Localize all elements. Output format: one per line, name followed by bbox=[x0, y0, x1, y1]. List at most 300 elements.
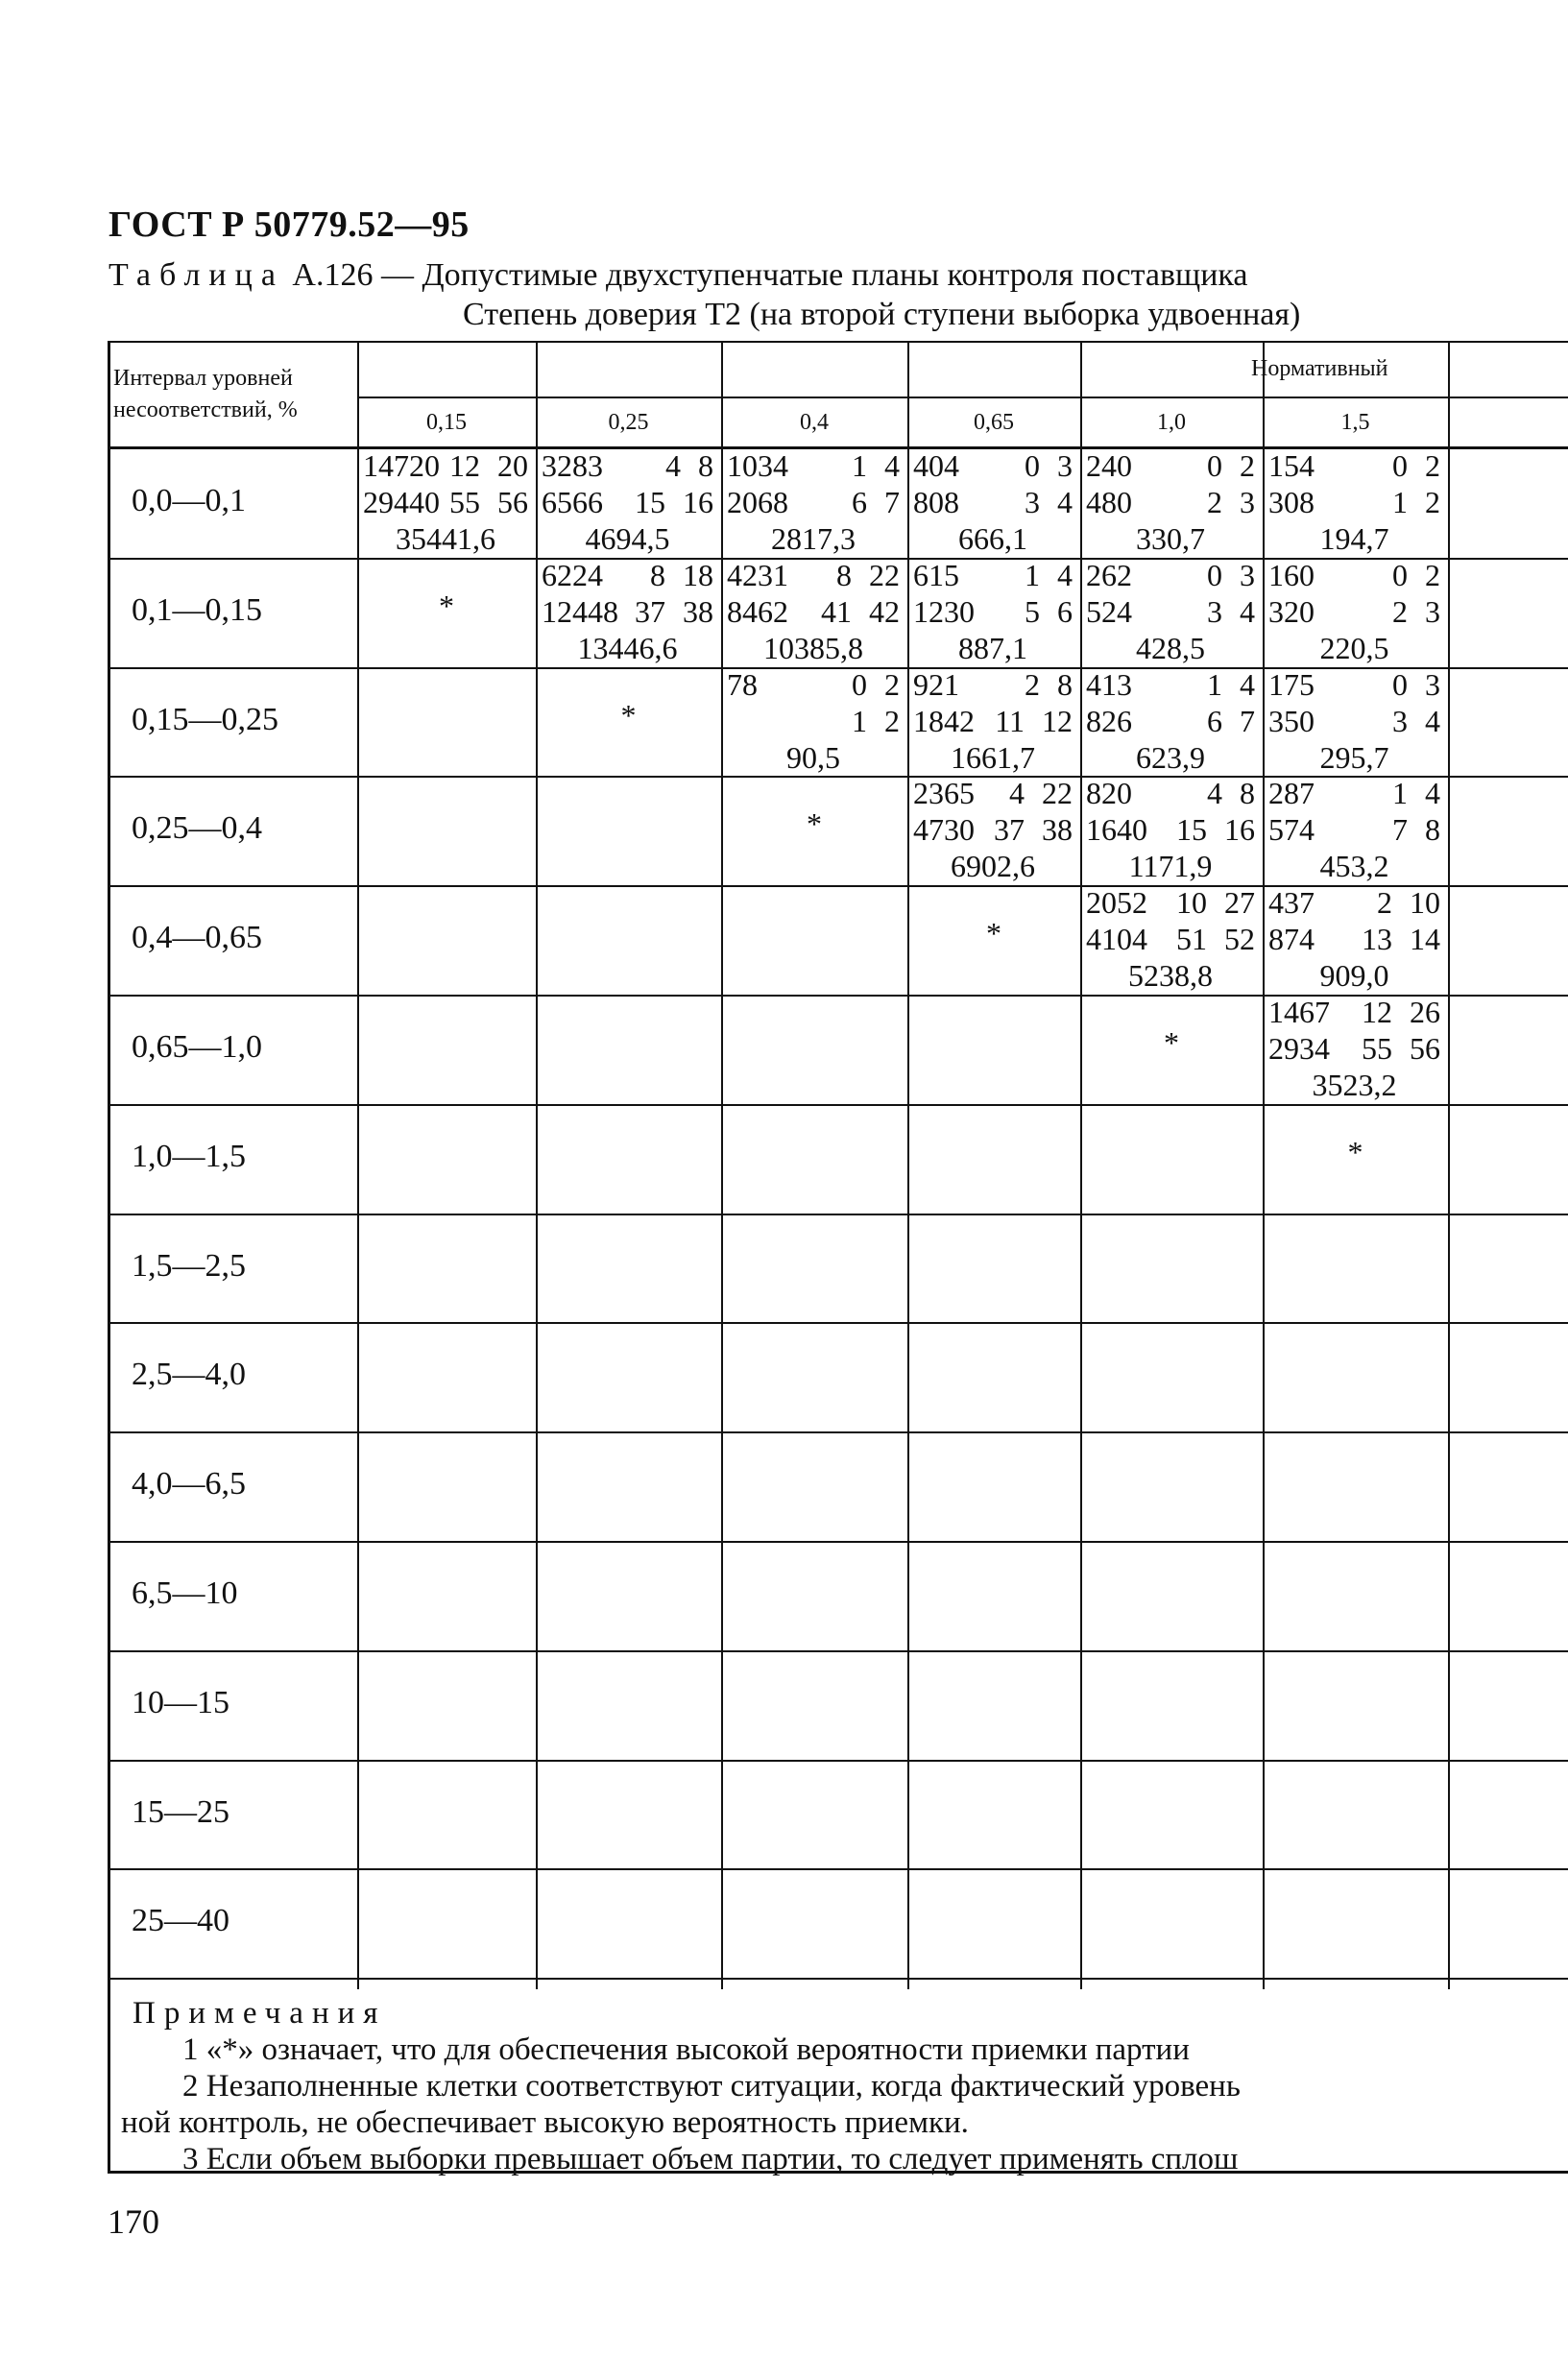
note-2-continued: ной контроль, не обеспечивает высокую вероятность приемки. bbox=[121, 2105, 969, 2140]
sample-size: 615 bbox=[913, 557, 959, 592]
rejection-number: 4 bbox=[1240, 593, 1255, 629]
row-line bbox=[108, 1104, 1568, 1106]
acceptance-number: 2 bbox=[1392, 593, 1408, 629]
sample-size: 1230 bbox=[913, 593, 975, 629]
plan-cell bbox=[913, 557, 1073, 666]
second-stage-line bbox=[1268, 703, 1440, 739]
sample-size: 154 bbox=[1268, 448, 1315, 483]
rejection-number: 8 bbox=[1425, 812, 1440, 848]
accept-reject bbox=[995, 703, 1073, 739]
row-label: 10—15 bbox=[132, 1684, 229, 1720]
accept-reject bbox=[1025, 557, 1073, 593]
accept-reject bbox=[1176, 884, 1255, 921]
star-marker: * bbox=[1347, 1134, 1363, 1169]
acceptance-number: 6 bbox=[1207, 703, 1222, 738]
rejection-number: 4 bbox=[884, 448, 900, 483]
rejection-number: 4 bbox=[1425, 703, 1440, 738]
rejection-number: 18 bbox=[683, 557, 713, 592]
sample-size: 1842 bbox=[913, 703, 975, 738]
average-sample-number: 13446,6 bbox=[577, 630, 678, 665]
average-sample-number: 90,5 bbox=[786, 739, 840, 775]
sample-size: 287 bbox=[1268, 776, 1315, 811]
first-stage-line bbox=[727, 557, 900, 593]
frame-left-line bbox=[108, 341, 110, 2174]
first-stage-line bbox=[1268, 666, 1440, 703]
rejection-number: 3 bbox=[1057, 448, 1073, 483]
accept-reject bbox=[1392, 484, 1440, 520]
accept-reject bbox=[1207, 703, 1255, 739]
plan-cell bbox=[1268, 994, 1440, 1103]
acceptance-number: 1 bbox=[1392, 776, 1408, 811]
accept-reject bbox=[1392, 703, 1440, 739]
plan-cell bbox=[727, 557, 900, 666]
sample-size: 2068 bbox=[727, 485, 788, 519]
rejection-number: 2 bbox=[1425, 557, 1440, 592]
average-sample-number: 2817,3 bbox=[771, 521, 856, 556]
row-label: 0,15—0,25 bbox=[132, 701, 278, 737]
sample-size: 160 bbox=[1268, 557, 1315, 592]
accept-reject bbox=[635, 484, 713, 520]
notes-title: Примечания bbox=[133, 1996, 387, 2031]
accept-reject bbox=[1025, 484, 1073, 520]
rejection-number: 56 bbox=[1410, 1031, 1440, 1066]
plan-cell bbox=[1268, 447, 1440, 557]
rejection-number: 2 bbox=[1240, 448, 1255, 483]
first-stage-line bbox=[1268, 884, 1440, 921]
sample-size: 175 bbox=[1268, 666, 1315, 702]
column-header: 0,15 bbox=[426, 410, 467, 435]
acceptance-number: 8 bbox=[836, 557, 852, 592]
rejection-number: 6 bbox=[1057, 593, 1073, 629]
second-stage-line bbox=[1268, 484, 1440, 520]
plan-cell bbox=[913, 775, 1073, 884]
sample-size: 1034 bbox=[727, 448, 788, 483]
sample-size: 2052 bbox=[1086, 885, 1147, 921]
column-header: 0,65 bbox=[974, 410, 1014, 435]
average-sample-number: 295,7 bbox=[1319, 739, 1389, 775]
star-marker: * bbox=[986, 916, 1001, 951]
accept-reject bbox=[449, 447, 528, 484]
row-line bbox=[108, 1650, 1568, 1652]
accept-reject bbox=[1362, 994, 1440, 1030]
document-id: ГОСТ Р 50779.52—95 bbox=[109, 204, 470, 245]
average-sample-number: 1661,7 bbox=[951, 739, 1035, 775]
first-stage-line bbox=[913, 775, 1073, 811]
sample-size: 524 bbox=[1086, 593, 1132, 629]
sample-size: 826 bbox=[1086, 703, 1132, 738]
sample-size: 78 bbox=[727, 666, 758, 702]
rejection-number: 16 bbox=[683, 485, 713, 519]
acceptance-number: 1 bbox=[1025, 557, 1040, 592]
sample-size: 820 bbox=[1086, 776, 1132, 811]
row-label: 6,5—10 bbox=[132, 1575, 238, 1611]
acceptance-number: 2 bbox=[1377, 885, 1392, 921]
acceptance-number: 3 bbox=[1207, 593, 1222, 629]
row-label: 4,0—6,5 bbox=[132, 1466, 246, 1503]
row-label: 15—25 bbox=[132, 1793, 229, 1830]
second-stage-line bbox=[1086, 811, 1255, 848]
rejection-number: 3 bbox=[1425, 593, 1440, 629]
header-divider-line bbox=[357, 397, 1568, 398]
sample-size: 308 bbox=[1268, 485, 1315, 519]
column-line bbox=[721, 341, 723, 1989]
accept-reject bbox=[1207, 484, 1255, 520]
plan-cell bbox=[913, 666, 1073, 776]
sample-size: 480 bbox=[1086, 485, 1132, 519]
average-sample-number: 4694,5 bbox=[585, 521, 670, 556]
rejection-number: 4 bbox=[1057, 485, 1073, 519]
accept-reject bbox=[852, 666, 900, 703]
plan-cell bbox=[727, 666, 900, 776]
average-sample-number: 35441,6 bbox=[396, 521, 495, 556]
sample-size: 4104 bbox=[1086, 922, 1147, 957]
first-stage-line bbox=[363, 447, 528, 484]
acceptance-number: 4 bbox=[1009, 776, 1025, 811]
rejection-number: 20 bbox=[497, 448, 528, 483]
acceptance-number: 0 bbox=[1392, 666, 1408, 702]
sample-size: 320 bbox=[1268, 593, 1315, 629]
first-stage-line bbox=[542, 447, 713, 484]
acceptance-number: 0 bbox=[1025, 448, 1040, 483]
accept-reject bbox=[836, 557, 900, 593]
sample-size: 6224 bbox=[542, 557, 603, 592]
second-stage-line bbox=[913, 593, 1073, 630]
sample-size: 4231 bbox=[727, 557, 788, 592]
acceptance-number: 3 bbox=[1025, 485, 1040, 519]
accept-reject bbox=[1207, 557, 1255, 593]
average-sample-number: 3523,2 bbox=[1312, 1068, 1397, 1102]
table-caption-line2: Степень доверия Т2 (на второй ступени выборка удвоенная) bbox=[463, 297, 1301, 332]
first-stage-line bbox=[1268, 775, 1440, 811]
row-label: 0,25—0,4 bbox=[132, 810, 262, 847]
accept-reject bbox=[635, 593, 713, 630]
average-sample-number: 666,1 bbox=[958, 521, 1027, 556]
accept-reject bbox=[1207, 666, 1255, 703]
plan-cell bbox=[1086, 557, 1255, 666]
rejection-number: 4 bbox=[1240, 666, 1255, 702]
acceptance-number: 8 bbox=[650, 557, 665, 592]
acceptance-number: 15 bbox=[635, 485, 665, 519]
sample-size: 2934 bbox=[1268, 1031, 1330, 1066]
plan-cell bbox=[1086, 775, 1255, 884]
first-stage-line bbox=[1268, 557, 1440, 593]
second-stage-line bbox=[1268, 921, 1440, 957]
second-stage-line bbox=[1268, 1030, 1440, 1067]
acceptance-number: 4 bbox=[1207, 776, 1222, 811]
rejection-number: 16 bbox=[1224, 812, 1255, 848]
second-stage-line bbox=[1086, 593, 1255, 630]
rejection-number: 42 bbox=[869, 593, 900, 629]
accept-reject bbox=[852, 447, 900, 484]
table-caption-line1 bbox=[109, 257, 1248, 294]
rejection-number: 2 bbox=[1425, 448, 1440, 483]
rejection-number: 10 bbox=[1410, 885, 1440, 921]
notes bbox=[121, 1995, 1568, 2177]
accept-reject bbox=[1362, 921, 1440, 957]
average-sample-number: 220,5 bbox=[1319, 630, 1389, 665]
rejection-number: 2 bbox=[884, 703, 900, 738]
average-sample-number: 887,1 bbox=[958, 630, 1027, 665]
sample-size: 808 bbox=[913, 485, 959, 519]
first-stage-line bbox=[1086, 557, 1255, 593]
sample-size: 29440 bbox=[363, 485, 440, 519]
column-header: 0,4 bbox=[800, 410, 829, 435]
accept-reject bbox=[1025, 593, 1073, 630]
acceptance-number: 37 bbox=[994, 812, 1025, 848]
average-sample-number: 194,7 bbox=[1319, 521, 1389, 556]
column-header: 1,5 bbox=[1340, 410, 1370, 435]
rejection-number: 7 bbox=[884, 485, 900, 519]
first-stage-line bbox=[1086, 775, 1255, 811]
second-stage-line bbox=[542, 593, 713, 630]
second-stage-line bbox=[363, 484, 528, 520]
acceptance-number: 37 bbox=[635, 593, 665, 629]
accept-reject bbox=[449, 484, 528, 520]
acceptance-number: 0 bbox=[1207, 557, 1222, 592]
acceptance-number: 1 bbox=[1392, 485, 1408, 519]
acceptance-number: 1 bbox=[852, 448, 867, 483]
first-stage-line bbox=[727, 666, 900, 703]
acceptance-number: 55 bbox=[449, 485, 480, 519]
acceptance-number: 51 bbox=[1176, 922, 1207, 957]
acceptance-number: 0 bbox=[1207, 448, 1222, 483]
row-label: 1,5—2,5 bbox=[132, 1247, 246, 1284]
rejection-number: 27 bbox=[1224, 885, 1255, 921]
sample-size: 921 bbox=[913, 666, 959, 702]
second-stage-line bbox=[727, 484, 900, 520]
rejection-number: 8 bbox=[698, 448, 713, 483]
rejection-number: 4 bbox=[1057, 557, 1073, 592]
accept-reject bbox=[1025, 666, 1073, 703]
second-stage-line bbox=[913, 811, 1073, 848]
acceptance-number: 3 bbox=[1392, 703, 1408, 738]
rejection-number: 26 bbox=[1410, 995, 1440, 1029]
accept-reject bbox=[1207, 447, 1255, 484]
plan-cell bbox=[727, 447, 900, 557]
accept-reject bbox=[1392, 557, 1440, 593]
note-2: 2 Незаполненные клетки соответствуют ситуации, когда фактический уровень bbox=[182, 2069, 1241, 2104]
first-stage-line bbox=[727, 447, 900, 484]
sample-size: 404 bbox=[913, 448, 959, 483]
first-stage-line bbox=[1268, 447, 1440, 484]
rejection-number: 8 bbox=[1057, 666, 1073, 702]
plan-cell bbox=[1086, 884, 1255, 994]
rejection-number: 2 bbox=[1425, 485, 1440, 519]
sample-size: 240 bbox=[1086, 448, 1132, 483]
sample-size: 574 bbox=[1268, 812, 1315, 848]
acceptance-number: 12 bbox=[1362, 995, 1392, 1029]
plan-cell bbox=[1086, 447, 1255, 557]
normative-header: Нормативный bbox=[1251, 356, 1388, 381]
sample-size: 413 bbox=[1086, 666, 1132, 702]
acceptance-number: 13 bbox=[1362, 922, 1392, 957]
second-stage-line bbox=[1268, 593, 1440, 630]
sample-size: 3283 bbox=[542, 448, 603, 483]
acceptance-number: 2 bbox=[1025, 666, 1040, 702]
accept-reject bbox=[1377, 884, 1440, 921]
plan-cell bbox=[1268, 557, 1440, 666]
acceptance-number: 0 bbox=[852, 666, 867, 702]
row-line bbox=[108, 1868, 1568, 1870]
first-stage-line bbox=[542, 557, 713, 593]
row-line bbox=[108, 1541, 1568, 1543]
rejection-number: 3 bbox=[1425, 666, 1440, 702]
acceptance-number: 55 bbox=[1362, 1031, 1392, 1066]
star-marker: * bbox=[439, 588, 454, 623]
sample-size: 4730 bbox=[913, 812, 975, 848]
row-label: 0,65—1,0 bbox=[132, 1029, 262, 1065]
acceptance-number: 12 bbox=[449, 448, 480, 483]
accept-reject bbox=[1392, 593, 1440, 630]
average-sample-number: 623,9 bbox=[1136, 739, 1205, 775]
second-stage-line bbox=[1086, 921, 1255, 957]
sample-size: 8462 bbox=[727, 593, 788, 629]
average-sample-number: 453,2 bbox=[1319, 849, 1389, 884]
average-sample-number: 5238,8 bbox=[1128, 958, 1213, 994]
column-header: 1,0 bbox=[1157, 410, 1186, 435]
average-sample-number: 10385,8 bbox=[763, 630, 863, 665]
sample-size: 12448 bbox=[542, 593, 618, 629]
acceptance-number: 6 bbox=[852, 485, 867, 519]
second-stage-line bbox=[913, 703, 1073, 739]
accept-reject bbox=[1392, 666, 1440, 703]
second-stage-line bbox=[1086, 703, 1255, 739]
accept-reject bbox=[1176, 811, 1255, 848]
rejection-number: 12 bbox=[1042, 703, 1073, 738]
sample-size: 2365 bbox=[913, 776, 975, 811]
acceptance-number: 41 bbox=[821, 593, 852, 629]
accept-reject bbox=[1009, 775, 1073, 811]
table-caption-title: А.126 — Допустимые двухступенчатые планы контроля поставщика bbox=[292, 257, 1248, 293]
sample-size: 1640 bbox=[1086, 812, 1147, 848]
row-line bbox=[108, 1760, 1568, 1762]
plan-cell bbox=[1086, 666, 1255, 776]
acceptance-number: 0 bbox=[1392, 448, 1408, 483]
interval-header: Интервал уровней несоответствий, % bbox=[113, 366, 298, 422]
accept-reject bbox=[1025, 447, 1073, 484]
rejection-number: 22 bbox=[869, 557, 900, 592]
second-stage-line bbox=[1268, 811, 1440, 848]
column-line bbox=[1080, 341, 1082, 1989]
rejection-number: 2 bbox=[884, 666, 900, 702]
row-label: 0,1—0,15 bbox=[132, 591, 262, 628]
accept-reject bbox=[1362, 1030, 1440, 1067]
accept-reject bbox=[1207, 775, 1255, 811]
first-stage-line bbox=[1086, 884, 1255, 921]
acceptance-number: 7 bbox=[1392, 812, 1408, 848]
first-stage-line bbox=[913, 557, 1073, 593]
average-sample-number: 1171,9 bbox=[1128, 849, 1213, 884]
average-sample-number: 330,7 bbox=[1136, 521, 1205, 556]
sample-size: 1467 bbox=[1268, 995, 1330, 1029]
first-stage-line bbox=[913, 447, 1073, 484]
acceptance-number: 1 bbox=[1207, 666, 1222, 702]
column-line bbox=[536, 341, 538, 1989]
rejection-number: 3 bbox=[1240, 557, 1255, 592]
column-header: 0,25 bbox=[608, 410, 649, 435]
row-line bbox=[108, 1431, 1568, 1433]
acceptance-number: 5 bbox=[1025, 593, 1040, 629]
sample-size: 437 bbox=[1268, 885, 1315, 921]
accept-reject bbox=[1392, 775, 1440, 811]
second-stage-line bbox=[1086, 484, 1255, 520]
acceptance-number: 11 bbox=[995, 703, 1025, 738]
plan-cell bbox=[363, 447, 528, 557]
plan-cell bbox=[1268, 884, 1440, 994]
first-stage-line bbox=[1086, 666, 1255, 703]
acceptance-number: 15 bbox=[1176, 812, 1207, 848]
accept-reject bbox=[1207, 593, 1255, 630]
average-sample-number: 909,0 bbox=[1319, 958, 1389, 994]
star-marker: * bbox=[620, 697, 637, 733]
second-stage-line bbox=[913, 484, 1073, 520]
rejection-number: 38 bbox=[1042, 812, 1073, 848]
acceptance-number: 1 bbox=[852, 703, 867, 738]
accept-reject bbox=[1392, 811, 1440, 848]
sample-size: 6566 bbox=[542, 485, 603, 519]
plan-cell bbox=[913, 447, 1073, 557]
second-stage-line bbox=[727, 593, 900, 630]
row-line bbox=[108, 1214, 1568, 1215]
star-marker: * bbox=[1164, 1025, 1179, 1060]
acceptance-number: 0 bbox=[1392, 557, 1408, 592]
rejection-number: 8 bbox=[1240, 776, 1255, 811]
second-stage-line bbox=[542, 484, 713, 520]
second-stage-line bbox=[727, 703, 900, 739]
acceptance-number: 10 bbox=[1176, 885, 1207, 921]
note-3: 3 Если объем выборки превышает объем партии, то следует применять сплош bbox=[182, 2142, 1239, 2176]
accept-reject bbox=[821, 593, 900, 630]
rejection-number: 52 bbox=[1224, 922, 1255, 957]
row-label: 1,0—1,5 bbox=[132, 1138, 246, 1174]
sample-size: 14720 bbox=[363, 448, 440, 483]
note-1: 1 «*» означает, что для обеспечения высокой вероятности приемки партии bbox=[182, 2032, 1190, 2067]
page-number: 170 bbox=[108, 2202, 159, 2241]
accept-reject bbox=[994, 811, 1073, 848]
acceptance-number: 2 bbox=[1207, 485, 1222, 519]
plan-cell bbox=[1268, 666, 1440, 776]
accept-reject bbox=[1176, 921, 1255, 957]
row-label: 2,5—4,0 bbox=[132, 1357, 246, 1393]
rejection-number: 14 bbox=[1410, 922, 1440, 957]
accept-reject bbox=[852, 703, 900, 739]
row-label: 0,0—0,1 bbox=[132, 483, 246, 518]
rejection-number: 7 bbox=[1240, 703, 1255, 738]
row-label: 0,4—0,65 bbox=[132, 920, 262, 956]
first-stage-line bbox=[1086, 447, 1255, 484]
row-label: 25—40 bbox=[132, 1903, 229, 1939]
rejection-number: 38 bbox=[683, 593, 713, 629]
plan-cell bbox=[542, 447, 713, 557]
row-line bbox=[108, 1978, 1568, 1980]
rejection-number: 56 bbox=[497, 485, 528, 519]
average-sample-number: 6902,6 bbox=[951, 849, 1035, 884]
first-stage-line bbox=[913, 666, 1073, 703]
accept-reject bbox=[665, 447, 713, 484]
accept-reject bbox=[1392, 447, 1440, 484]
star-marker: * bbox=[807, 806, 822, 842]
rejection-number: 22 bbox=[1042, 776, 1073, 811]
average-sample-number: 428,5 bbox=[1136, 630, 1205, 665]
acceptance-number: 4 bbox=[665, 448, 681, 483]
frame-top-line bbox=[108, 341, 1568, 343]
accept-reject bbox=[650, 557, 713, 593]
column-line bbox=[907, 341, 909, 1989]
plan-cell bbox=[1268, 775, 1440, 884]
sample-size: 874 bbox=[1268, 922, 1315, 957]
table-caption-word: Таблица bbox=[109, 257, 284, 293]
sample-size: 262 bbox=[1086, 557, 1132, 592]
